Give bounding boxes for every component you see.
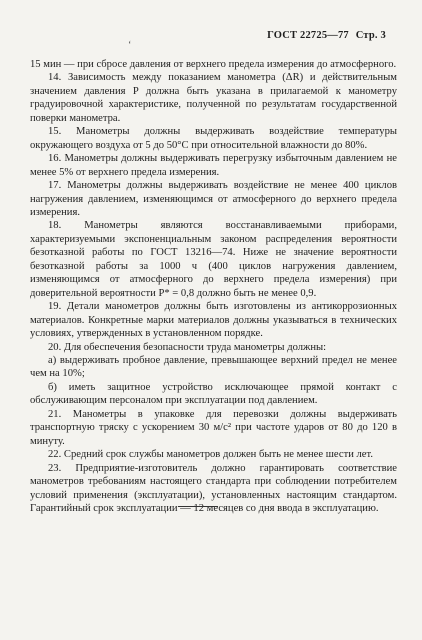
- scan-mark: ʻ: [128, 40, 132, 51]
- clause-19: 19. Детали манометров должны быть изготовлены из антикоррозионных материалов. Конкретные марки материалов должны указываться в технических условиях, утвержденных в установленном порядке.: [30, 301, 397, 340]
- clause-21: 21. Манометры в упаковке для перевозки должны выдерживать транспортную тряску с ускорением 30 м/с² при частоте ударов от 80 до 120 в минуту.: [30, 408, 397, 447]
- clause-23: 23. Предприятие-изготовитель должно гарантировать соответствие манометров требованиям настоящего стандарта при соблюдении потребителем условий применения (эксплуатации), установленных настоящим стандартом. Гарантийный срок эксплуатации — 12 месяцев со дня ввода в эксплуатацию.: [30, 462, 397, 514]
- document-body: [30, 58, 397, 515]
- clause-20b: б) иметь защитное устройство исключающее прямой контакт с обслуживающим персоналом при эксплуатации под давлением.: [30, 381, 397, 407]
- clause-20: 20. Для обеспечения безопасности труда манометры должны:: [48, 341, 327, 353]
- clause-15: 15. Манометры должны выдерживать воздействие температуры окружающего воздуха от 5 до 50°С при относительной влажности до 80%.: [30, 126, 397, 151]
- paragraph-continued: 15 мин — при сбросе давления от верхнего предела измерения до атмосферного.: [30, 59, 397, 70]
- standard-code: ГОСТ 22725—77: [267, 30, 349, 41]
- page-number: Стр. 3: [355, 30, 386, 41]
- clause-14: 14. Зависимость между показанием манометра (ΔR) и действительным значением давления P должна быть указана в прилагаемой к манометру градуировочной характеристике, полученной по результатам государственной поверки манометра.: [30, 72, 397, 124]
- end-divider: [178, 506, 218, 507]
- page-header: [267, 30, 386, 41]
- clause-17: 17. Манометры должны выдерживать воздействие не менее 400 циклов нагружения давлением, изменяющимся от атмосферного до верхнего предела измерения.: [30, 180, 397, 218]
- clause-22: 22. Средний срок службы манометров должен быть не менее шести лет.: [48, 449, 373, 461]
- clause-16: 16. Манометры должны выдерживать перегрузку избыточным давлением не менее 5% от верхнего предела измерения.: [30, 153, 397, 178]
- clause-18: 18. Манометры являются восстанавливаемыми приборами, характеризуемыми экспоненциальным законом распределения вероятности безотказной работы по ГОСТ 13216—74. Ниже не значение вероятности безотказной работы за 1000 ч (400 циклов нагружения давлением, изменяющимся от атмосферного до верхнего предела измерения) при доверительной вероятности P* = 0,8 должно быть не менее 0,9.: [30, 220, 397, 299]
- clause-20a: а) выдерживать пробное давление, превышающее верхний предел не менее чем на 10%;: [30, 354, 397, 380]
